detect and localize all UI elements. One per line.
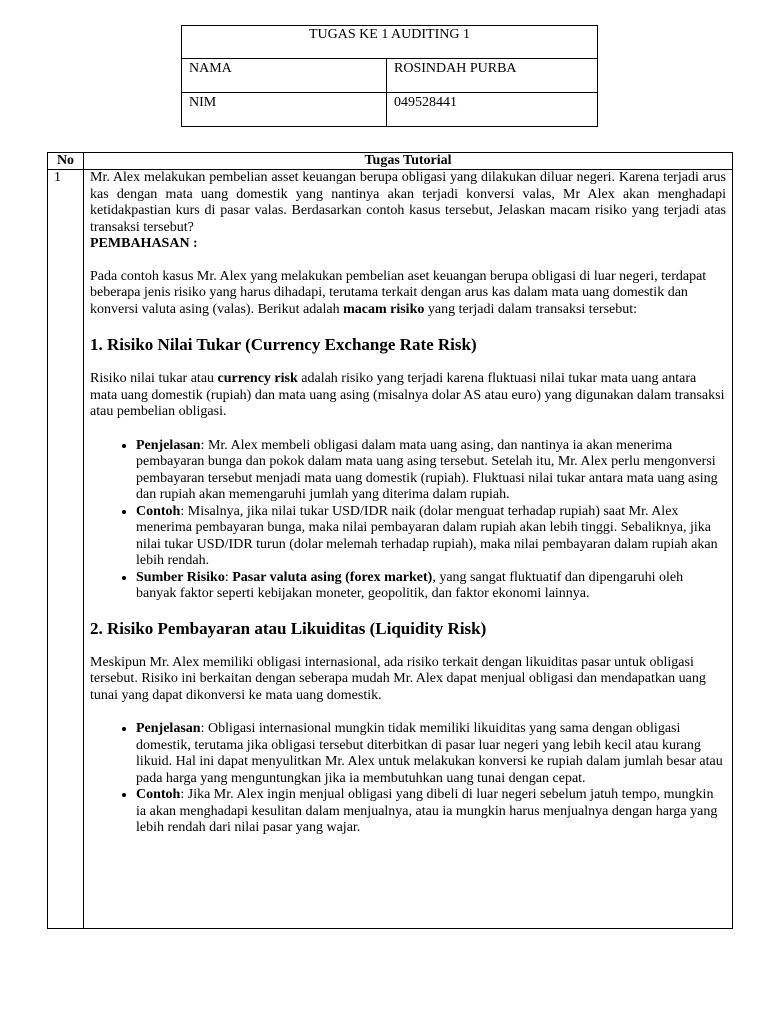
name-label: NAMA bbox=[182, 59, 387, 93]
list-item: • Contoh: Misalnya, jika nilai tukar USD/IDR naik (dolar menguat terhadap rupiah) saat Mr. Alex menerima pembayaran bunga, maka nilai pembayaran dalam rupiah akan lebih tinggi. Sebaliknya, jika nilai tukar USD/IDR turun (dolar melemah terhadap rupiah), maka nilai pembayaran dalam rupiah akan lebih rendah. bbox=[136, 504, 726, 570]
intro-paragraph: Pada contoh kasus Mr. Alex yang melakukan pembelian aset keuangan berupa obligasi di luar negeri, terdapat beberapa jenis risiko yang harus dihadapi, terutama terkait dengan arus kas dalam mata uang domestik dan konversi valuta asing (valas). Berikut adalah macam risiko yang terjadi dalam transaksi tersebut: bbox=[90, 268, 707, 317]
nim-value: 049528441 bbox=[387, 93, 598, 127]
list-item: • Penjelasan: Obligasi internasional mungkin tidak memiliki likuiditas yang sama dengan obligasi domestik, terutama jika obligasi tersebut diterbitkan di pasar luar negeri yang lebih kecil atau kurang likuid. Hal ini dapat menyulitkan Mr. Alex untuk melakukan konversi ke rupiah dalam jumlah besar atau pada harga yang menguntungkan jika ia membutuhkan uang tunai dengan cepat. bbox=[136, 721, 726, 787]
row-number: 1 bbox=[54, 170, 61, 185]
name-value: ROSINDAH PURBA bbox=[387, 59, 598, 93]
column-divider bbox=[83, 153, 84, 928]
section1-paragraph: Risiko nilai tukar atau currency risk adalah risiko yang terjadi karena fluktuasi nilai tukar mata uang antara mata uang domestik (rupiah) dan mata uang asing (misalnya dolar AS atau euro) yang digunakan dalam transaksi atau pembelian obligasi. bbox=[90, 371, 725, 419]
assignment-title: TUGAS KE 1 AUDITING 1 bbox=[182, 26, 598, 59]
discussion-label: PEMBAHASAN : bbox=[90, 236, 198, 251]
section1-heading: 1. Risiko Nilai Tukar (Currency Exchange Rate Risk) bbox=[90, 335, 477, 354]
column-header-no: No bbox=[56, 153, 75, 168]
nim-label: NIM bbox=[182, 93, 387, 127]
section2-paragraph: Meskipun Mr. Alex memiliki obligasi internasional, ada risiko terkait dengan likuiditas pasar untuk obligasi tersebut. Risiko ini berkaitan dengan seberapa mudah Mr. Alex dapat menjual obligasi dan mendapatkan uang tunai yang dapat dikonversi ke mata uang domestik. bbox=[90, 654, 706, 703]
header-table bbox=[181, 25, 598, 127]
question-text: Mr. Alex melakukan pembelian asset keuangan berupa obligasi yang dilakukan diluar negeri. Karena terjadi arus kas dengan mata uang domestik yang nantinya akan terjadi konversi valas, Mr Alex akan menghadapi ketidakpastian kurs di pasar valas. Berdasarkan contoh kasus tersebut, Jelaskan macam risiko yang terjadi atas transaksi tersebut? bbox=[90, 170, 726, 235]
list-item: • Contoh: Jika Mr. Alex ingin menjual obligasi yang dibeli di luar negeri sebelum jatuh tempo, mungkin ia akan menghadapi kesulitan dalam menjualnya, atau ia mungkin harus menjualnya dengan harga yang lebih rendah dari nilai pasar yang wajar. bbox=[136, 787, 726, 837]
section2-heading: 2. Risiko Pembayaran atau Likuiditas (Liquidity Risk) bbox=[90, 618, 487, 638]
section2-bullets bbox=[90, 721, 726, 837]
list-item: • Sumber Risiko: Pasar valuta asing (forex market), yang sangat fluktuatif dan dipengaruhi oleh banyak faktor seperti kebijakan moneter, geopolitik, dan faktor ekonomi lainnya. bbox=[136, 570, 726, 603]
section1-bullets bbox=[90, 438, 726, 603]
tutorial-table bbox=[47, 152, 733, 929]
task-content bbox=[90, 170, 726, 837]
column-header-task: Tugas Tutorial bbox=[364, 153, 452, 168]
list-item: • Penjelasan: Mr. Alex membeli obligasi dalam mata uang asing, dan nantinya ia akan menerima pembayaran bunga dan pokok dalam mata uang asing tersebut. Setelah itu, Mr. Alex perlu mengonversi pembayaran tersebut menjadi mata uang domestik (rupiah). Fluktuasi nilai tukar antara mata uang asing dan rupiah akan memengaruhi jumlah yang diterima dalam rupiah. bbox=[136, 438, 726, 504]
